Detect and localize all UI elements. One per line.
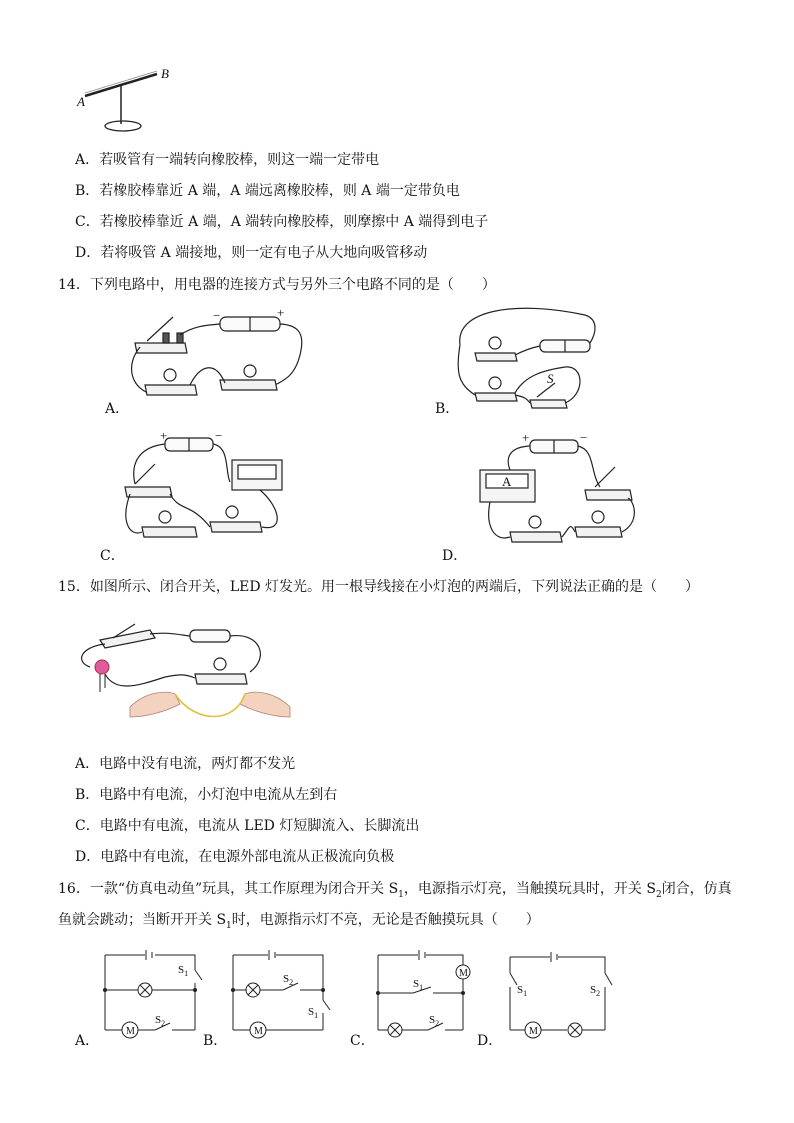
label-b: B (161, 66, 169, 81)
svg-text:+: + (277, 305, 285, 320)
q15-stem: 15．如图所示、闭合开关，LED 灯发光。用一根导线接在小灯泡的两端后，下列说法正确的是（ ） (58, 579, 700, 595)
q14-stem: 14．下列电路中，用电器的连接方式与另外三个电路不同的是（ ） (58, 277, 496, 293)
svg-text:M: M (254, 1026, 263, 1037)
svg-text:S2: $S_2$ (155, 1014, 166, 1028)
q14-circuit-c (120, 428, 300, 547)
svg-text:−: − (213, 308, 221, 323)
q16-circuit-d (505, 945, 615, 1045)
q16-option-c: C． (350, 1033, 375, 1049)
svg-text:−: − (580, 430, 588, 445)
q14-circuit-b (455, 305, 615, 415)
svg-text:M: M (126, 1026, 135, 1037)
q14-option-b: B． (435, 401, 460, 417)
q13-option-c: C．若橡胶棒靠近 A 端，A 端转向橡胶棒，则摩擦中 A 端得到电子 (75, 214, 489, 230)
q14-option-d: D． (442, 548, 468, 564)
svg-text:S1: $S_1$ (517, 984, 528, 998)
q16-option-a: A． (75, 1033, 100, 1049)
svg-text:S1: $S_1$ (308, 1006, 319, 1020)
label-a: A (77, 94, 85, 109)
svg-text:S2: $S_2$ (429, 1014, 440, 1028)
q14-circuit-d (470, 432, 640, 547)
q14-circuit-a (125, 305, 325, 415)
q15-led-circuit (75, 612, 305, 732)
q13-option-d: D．若将吸管 A 端接地，则一定有电子从大地向吸管移动 (75, 245, 428, 261)
q16-circuit-b (228, 945, 328, 1045)
q16-circuit-a (100, 945, 210, 1045)
q16-option-d: D． (477, 1033, 503, 1049)
q16-option-b: B． (203, 1033, 228, 1049)
q15-option-a: A．电路中没有电流，两灯都不发光 (75, 756, 296, 772)
svg-text:S1: $S_1$ (413, 978, 424, 992)
svg-text:+: + (522, 430, 530, 445)
svg-text:S1: $S_1$ (178, 964, 189, 978)
q14-option-a: A． (105, 401, 130, 417)
svg-text:M: M (459, 968, 468, 979)
q16-circuit-c (373, 945, 473, 1045)
svg-text:S2: $S_2$ (283, 973, 294, 987)
straw-stand-figure (75, 62, 175, 137)
q15-option-d: D．电路中有电流，在电源外部电流从正极流向负极 (75, 849, 395, 865)
q15-option-c: C．电路中有电流，电流从 LED 灯短脚流入、长脚流出 (75, 818, 420, 834)
svg-text:M: M (529, 1026, 538, 1037)
q16-stem-line1: 16．一款“仿真电动鱼”玩具，其工作原理为闭合开关 $S_1$，电源指示灯亮，当触摸玩具时，开关 $S_2$闭合，仿真 (58, 881, 732, 900)
svg-text:−: − (215, 428, 223, 443)
q16-stem-line2: 鱼就会跳动；当断开开关 $S_1$时，电源指示灯不亮，无论是否触摸玩具（ ） (58, 912, 540, 931)
q14-option-c: C． (100, 548, 125, 564)
q13-option-a: A．若吸管有一端转向橡胶棒，则这一端一定带电 (75, 152, 380, 168)
svg-text:A: A (502, 474, 512, 489)
q13-option-b: B．若橡胶棒靠近 A 端，A 端远离橡胶棒，则 A 端一定带负电 (75, 183, 460, 199)
svg-text:S: S (547, 371, 554, 386)
svg-text:S2: $S_2$ (590, 984, 601, 998)
svg-text:+: + (160, 428, 168, 443)
q15-option-b: B．电路中有电流，小灯泡中电流从左到右 (75, 787, 338, 803)
